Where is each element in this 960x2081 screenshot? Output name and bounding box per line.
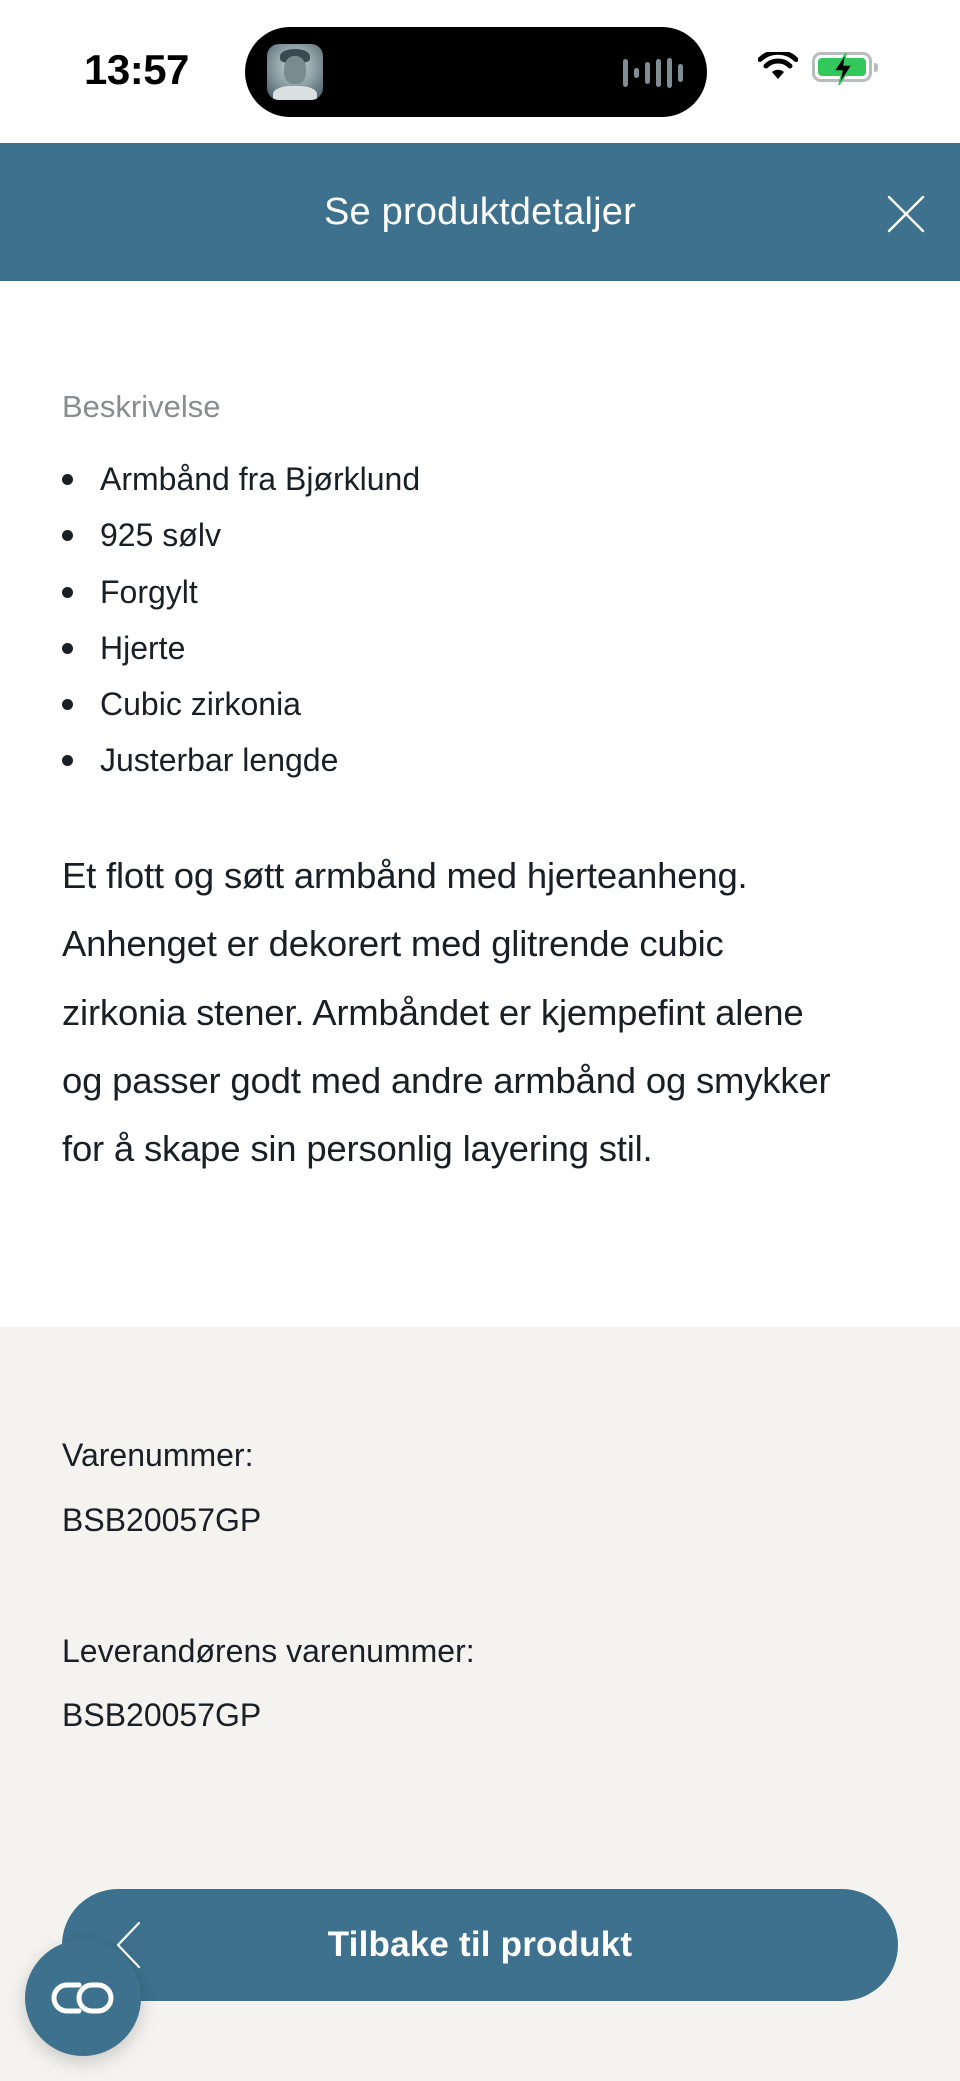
bullet-icon [62, 643, 73, 654]
list-item: 925 sølv [62, 507, 420, 563]
list-item: Hjerte [62, 620, 420, 676]
list-item: Forgylt [62, 564, 420, 620]
supplier-item-number-value: BSB20057GP [62, 1697, 262, 1733]
status-bar [0, 0, 960, 143]
back-to-product-button[interactable] [62, 1889, 898, 2001]
supplier-item-number-label: Leverandørens varenummer: [62, 1633, 475, 1669]
wifi-icon [758, 52, 798, 82]
page-title: Se produktdetaljer [323, 191, 637, 233]
audio-waveform-icon [623, 58, 683, 88]
paragraph-line: for å skape sin personlig layering stil. [62, 1128, 653, 1170]
bullet-icon [62, 587, 73, 598]
dynamic-island[interactable] [245, 27, 707, 117]
status-time: 13:57 [84, 46, 189, 93]
item-number-value: BSB20057GP [62, 1502, 262, 1538]
contact-photo-icon [267, 44, 323, 100]
item-number-label: Varenummer: [62, 1437, 254, 1473]
description-paragraph [62, 842, 902, 1183]
bullet-icon [62, 530, 73, 541]
battery-charging-icon [812, 52, 872, 82]
bullet-icon [62, 699, 73, 710]
list-item: Justerbar lengde [62, 732, 420, 788]
bullet-icon [62, 755, 73, 766]
close-button[interactable] [878, 186, 934, 242]
bullet-icon [62, 474, 73, 485]
status-icons [758, 52, 872, 82]
description-label: Beskrivelse [62, 389, 221, 424]
back-button-label: Tilbake til produkt [327, 1925, 633, 1964]
close-icon [887, 195, 925, 233]
paragraph-line: zirkonia stener. Armbåndet er kjempefint alene [62, 991, 804, 1033]
paragraph-line: Et flott og søtt armbånd med hjerteanheng. [62, 855, 748, 896]
modal-header [0, 143, 960, 281]
description-section [0, 281, 960, 1327]
chat-button[interactable] [25, 1940, 141, 2056]
paragraph-line: Anhenget er dekorert med glitrende cubic [62, 923, 724, 965]
chat-bubble-icon [51, 1981, 115, 2015]
list-item: Cubic zirkonia [62, 676, 420, 732]
paragraph-line: og passer godt med andre armbånd og smykker [62, 1059, 831, 1101]
feature-list [62, 451, 420, 789]
list-item: Armbånd fra Bjørklund [62, 451, 420, 507]
